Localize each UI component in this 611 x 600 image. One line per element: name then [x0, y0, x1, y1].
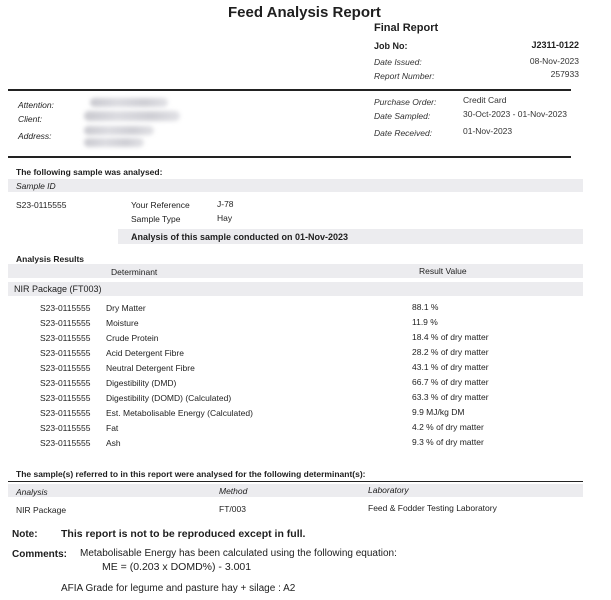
header-divider — [8, 89, 571, 91]
analysis-conducted: Analysis of this sample conducted on 01-Nov-2023 — [131, 232, 349, 242]
row-sample-id: S23-0115555 — [40, 378, 91, 388]
results-heading: Analysis Results — [16, 254, 85, 264]
table-row — [0, 378, 611, 392]
col-result-value: Result Value — [419, 266, 467, 276]
redacted-client — [84, 111, 180, 121]
report-number-value: 257933 — [550, 69, 579, 79]
row-result: 9.9 MJ/kg DM — [412, 407, 465, 417]
row-result: 63.3 % of dry matter — [412, 392, 489, 402]
table-row — [0, 423, 611, 437]
sample-heading: The following sample was analysed: — [16, 167, 163, 177]
row-sample-id: S23-0115555 — [40, 393, 91, 403]
row-determinant: Digestibility (DOMD) (Calculated) — [106, 393, 232, 403]
table-row — [0, 363, 611, 377]
row-result: 28.2 % of dry matter — [412, 347, 489, 357]
method-row-analysis: NIR Package — [16, 505, 67, 515]
client-divider — [8, 156, 571, 158]
comments-label: Comments: — [12, 549, 68, 560]
row-sample-id: S23-0115555 — [40, 348, 91, 358]
note-label: Note: — [12, 529, 38, 540]
row-sample-id: S23-0115555 — [40, 423, 91, 433]
sample-id-value: S23-0115555 — [16, 200, 67, 210]
date-sampled-label: Date Sampled: — [374, 111, 431, 121]
row-determinant: Dry Matter — [106, 303, 146, 313]
job-no-label: Job No: — [374, 41, 408, 51]
table-row — [0, 408, 611, 422]
row-determinant: Ash — [106, 438, 121, 448]
client-label: Client: — [18, 114, 43, 124]
row-determinant: Acid Detergent Fibre — [106, 348, 184, 358]
col-analysis: Analysis — [16, 487, 48, 497]
col-method: Method — [219, 486, 248, 496]
table-row — [0, 333, 611, 347]
redacted-address-1 — [84, 126, 154, 135]
col-determinant: Determinant — [111, 267, 158, 277]
methods-divider — [8, 481, 583, 482]
date-issued-value: 08-Nov-2023 — [529, 56, 579, 66]
redacted-address-2 — [84, 138, 144, 147]
sample-id-band — [8, 179, 583, 192]
results-header-band — [8, 264, 583, 278]
row-result: 18.4 % of dry matter — [412, 332, 489, 342]
row-result: 88.1 % — [412, 302, 439, 312]
date-received-value: 01-Nov-2023 — [463, 126, 513, 136]
table-row — [0, 303, 611, 317]
purchase-order-value: Credit Card — [463, 95, 507, 105]
methods-heading: The sample(s) referred to in this report were analysed for the following determinant(s): — [16, 469, 366, 479]
row-determinant: Moisture — [106, 318, 139, 328]
report-title: Feed Analysis Report — [228, 4, 381, 21]
row-result: 43.1 % of dry matter — [412, 362, 489, 372]
row-result: 4.2 % of dry matter — [412, 422, 484, 432]
table-row — [0, 348, 611, 362]
your-reference-label: Your Reference — [131, 200, 190, 210]
table-row — [0, 318, 611, 332]
row-sample-id: S23-0115555 — [40, 363, 91, 373]
row-determinant: Crude Protein — [106, 333, 159, 343]
row-sample-id: S23-0115555 — [40, 438, 91, 448]
date-sampled-value: 30-Oct-2023 - 01-Nov-2023 — [463, 109, 567, 119]
methods-header-band — [8, 484, 583, 497]
row-determinant: Digestibility (DMD) — [106, 378, 177, 388]
comments-line-2: ME = (0.203 x DOMD%) - 3.001 — [102, 561, 252, 573]
attention-label: Attention: — [18, 100, 54, 110]
method-row-method: FT/003 — [219, 504, 246, 514]
your-reference-value: J-78 — [217, 199, 234, 209]
sample-id-label: Sample ID — [16, 181, 56, 191]
date-issued-label: Date Issued: — [374, 57, 422, 67]
package-label: NIR Package (FT003) — [14, 284, 102, 294]
table-row — [0, 393, 611, 407]
row-determinant: Neutral Detergent Fibre — [106, 363, 195, 373]
comments-line-1: Metabolisable Energy has been calculated using the following equation: — [80, 548, 397, 559]
table-row — [0, 438, 611, 452]
report-number-label: Report Number: — [374, 71, 435, 81]
row-sample-id: S23-0115555 — [40, 318, 91, 328]
row-determinant: Fat — [106, 423, 119, 433]
purchase-order-label: Purchase Order: — [374, 97, 437, 107]
report-status: Final Report — [374, 22, 439, 34]
row-result: 9.3 % of dry matter — [412, 437, 484, 447]
row-sample-id: S23-0115555 — [40, 333, 91, 343]
sample-type-value: Hay — [217, 213, 233, 223]
sample-type-label: Sample Type — [131, 214, 181, 224]
job-no-value: J2311-0122 — [531, 40, 579, 50]
address-label: Address: — [18, 131, 52, 141]
row-sample-id: S23-0115555 — [40, 303, 91, 313]
note-text: This report is not to be reproduced except in full. — [61, 528, 306, 540]
col-laboratory: Laboratory — [368, 485, 409, 495]
method-row-laboratory: Feed & Fodder Testing Laboratory — [368, 503, 497, 513]
date-received-label: Date Received: — [374, 128, 433, 138]
comments-line-3: AFIA Grade for legume and pasture hay + silage : A2 — [61, 583, 296, 594]
redacted-attention — [90, 98, 168, 107]
row-result: 66.7 % of dry matter — [412, 377, 489, 387]
row-sample-id: S23-0115555 — [40, 408, 91, 418]
row-determinant: Est. Metabolisable Energy (Calculated) — [106, 408, 253, 418]
row-result: 11.9 % — [412, 317, 438, 327]
